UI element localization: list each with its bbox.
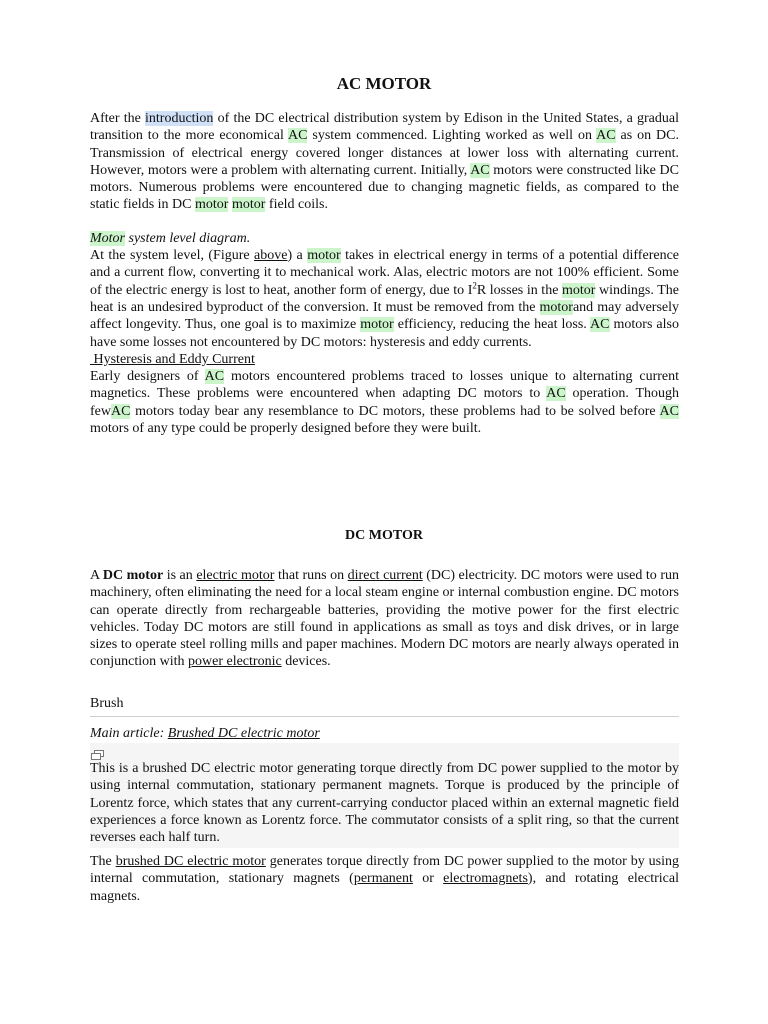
highlight-motor: motor: [195, 197, 229, 213]
highlight-motor: motor: [307, 248, 341, 264]
dc-motor-title: DC MOTOR: [345, 528, 423, 543]
highlight-motor: motor: [562, 282, 596, 298]
text-run: (DC) electricity. DC motors were used to run machinery, often eliminating the need for a local steam engine or internal combustion engine. DC motors can operate directly from rechargeable batteries, providing the motive power for the first electric vehicles. Today DC motors are still found in applications as small as toys and disk drives, or in large sizes to operate steel rolling mills and paper machines. Modern DC motors are nearly always operated in conjunction with: [90, 568, 679, 670]
ac-losses-paragraph: [90, 368, 679, 437]
highlight-introduction: introduction: [145, 111, 214, 126]
text-run: motors encountered problems traced to losses unique to alternating current magnetics. These problems were encountered when adapting DC motors to: [90, 369, 679, 402]
text-run: motors also have some losses not encountered by DC motors: hysteresis and eddy currents.: [90, 317, 679, 350]
highlight-motor: motor: [360, 317, 394, 333]
highlight-ac: AC: [596, 128, 616, 144]
text-run: and may adversely affect longevity. Thus, one goal is to maximize: [90, 299, 679, 333]
text-run: that runs on: [274, 568, 348, 583]
figure-caption: [90, 760, 679, 846]
highlight-motor: motor: [539, 299, 573, 315]
text-run: After the: [90, 111, 145, 126]
highlight-motor: Motor: [90, 230, 125, 246]
text-run: devices.: [281, 654, 331, 670]
text-run: At the system level, (Figure: [90, 248, 255, 264]
brushed-dc-section: [90, 853, 679, 905]
text-run: is an: [163, 568, 197, 583]
section-divider: [90, 716, 679, 717]
hysteresis-heading: [90, 351, 679, 368]
text-run: operation. Though few: [90, 386, 679, 419]
hysteresis-heading-text: Hysteresis and Eddy Current: [90, 351, 255, 367]
text-run: motors were constructed like DC motors. Numerous problems were encountered due to changing magnetic fields, as compared to the static fields in DC: [90, 162, 680, 213]
highlight-ac: AC: [470, 162, 490, 178]
text-run: as on DC. Transmission of electrical energy covered longer distances at lower loss with alternating current. However, motors were a problem with alternating current. Initially,: [90, 128, 679, 178]
main-article-label: Main article:: [90, 726, 168, 741]
text-run: or: [412, 871, 444, 887]
dc-intro-paragraph: [90, 567, 679, 671]
text-run: R losses in the: [476, 282, 562, 298]
highlight-ac: AC: [546, 386, 566, 402]
main-article-note: [90, 725, 679, 742]
link-brushed-dc-electric-motor[interactable]: Brushed DC electric motor: [167, 726, 320, 741]
highlight-motor: motor: [231, 197, 266, 213]
link-permanent[interactable]: permanent: [353, 871, 413, 887]
ac-motor-title: AC MOTOR: [336, 74, 432, 93]
text-run: of the DC electrical distribution system by Edison in the United States, a gradual transition to the more economical: [90, 111, 679, 144]
text-run: field coils.: [265, 197, 329, 213]
diagram-label: [90, 230, 679, 247]
text-run: takes in electrical energy in terms of a potential difference and a current flow, converting it to mechanical work. Alas, electric motors are not 100% efficient. Some of the electric energy is lost to heat, another form of energy, due to I: [90, 248, 679, 298]
dc-motor-term: DC motor: [102, 568, 164, 583]
brushed-dc-paragraph: [90, 853, 679, 905]
text-run: system level diagram.: [125, 230, 251, 246]
text-run: ) a: [287, 248, 308, 264]
superscript: 2: [472, 280, 477, 291]
highlight-ac: AC: [288, 128, 308, 144]
ac-intro-paragraph: [90, 110, 679, 214]
highlight-ac: AC: [111, 403, 131, 419]
enlarge-image-icon[interactable]: [91, 750, 104, 760]
link-above[interactable]: above: [254, 248, 288, 264]
highlight-ac: AC: [659, 403, 679, 419]
link-brushed-dc-electric-motor[interactable]: brushed DC electric motor: [115, 854, 266, 869]
figure-caption-text: This is a brushed DC electric motor generating torque directly from DC power supplied to the motor by using internal commutation, stationary permanent magnets. Torque is produced by the principle of Lorentz force, which states that any current-carrying conductor placed within an external magnetic field experiences a force known as Lorentz force. The commutator consists of a split ring, so that the current reverses each half turn.: [90, 761, 679, 846]
ac-system-paragraph: [90, 247, 679, 351]
text-run: efficiency, reducing the heat loss.: [393, 317, 591, 333]
text-run: A: [90, 568, 103, 583]
dc-intro: [90, 567, 679, 671]
brush-heading: [90, 695, 679, 712]
highlight-ac: AC: [204, 369, 225, 385]
text-run: windings. The heat is an undesired byproduct of the conversion. It must be removed from the: [90, 282, 679, 315]
text-run: system commenced. Lighting worked as well on: [307, 128, 597, 144]
highlight-ac: AC: [590, 317, 610, 333]
text-run: Early designers of: [90, 369, 205, 385]
text-run: motors today bear any resemblance to DC motors, these problems had to be solved before: [130, 403, 660, 419]
brush-heading-text: Brush: [90, 696, 124, 711]
link-electromagnets[interactable]: electromagnets: [443, 871, 528, 887]
link-direct-current[interactable]: direct current: [347, 568, 423, 583]
link-power-electronic[interactable]: power electronic: [188, 654, 282, 670]
link-electric-motor[interactable]: electric motor: [196, 568, 275, 583]
text-run: motors of any type could be properly designed before they were built.: [90, 421, 482, 437]
ac-section: [90, 110, 679, 437]
text-run: The: [90, 854, 116, 869]
text-run: ), and rotating electrical magnets.: [90, 871, 679, 904]
text-run: generates torque directly from DC power supplied to the motor by using internal commutation, stationary magnets (: [90, 854, 680, 887]
